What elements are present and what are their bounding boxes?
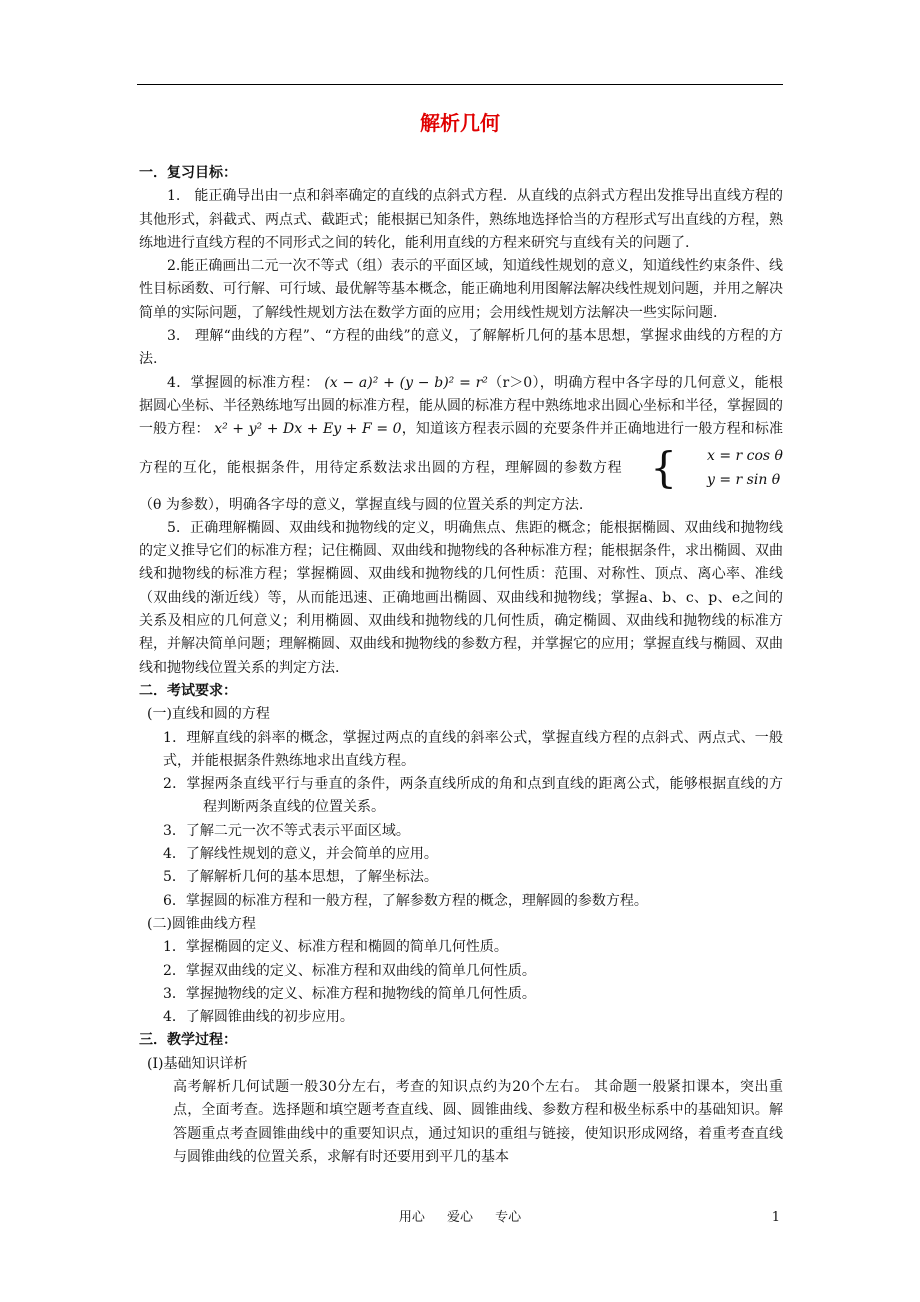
param-equation-x: x = r cos θ (706, 447, 783, 464)
paragraph-goal-4 (139, 372, 783, 517)
section-heading-review-goals: 一．复习目标： (139, 165, 237, 181)
document-body (139, 162, 783, 1169)
circle-general-equation: x² + y² + Dx + Ey + F = 0 (214, 421, 402, 438)
requirement-item: 6．掌握圆的标准方程和一般方程，了解参数方程的概念，理解圆的参数方程。 (163, 892, 648, 909)
requirement-item: 4．了解线性规划的意义，并会简单的应用。 (163, 846, 438, 863)
requirement-item: 2．掌握两条直线平行与垂直的条件，两条直线所成的角和点到直线的距离公式，能够根据直线的方程判断两条直线的位置关系。 (163, 776, 783, 816)
header-rule (137, 84, 783, 85)
goal-4-text-d: （θ 为参数），明确各字母的意义，掌握直线与圆的位置关系的判定方法. (139, 496, 584, 513)
paragraph-goal-1: 1. 能正确导出由一点和斜率确定的直线的点斜式方程．从直线的点斜式方程出发推导出直线方程的其他形式，斜截式、两点式、截距式；能根据已知条件，熟练地选择恰当的方程形式写出直线的方程，熟练地进行直线方程的不同形式之间的转化，能利用直线的方程来研究与直线有关的问题了. (139, 188, 783, 251)
goal-4-text-a: 4．掌握圆的标准方程： (167, 374, 320, 391)
page-title: 解析几何 (420, 111, 500, 135)
requirement-item: 1．掌握椭圆的定义、标准方程和椭圆的简单几何性质。 (163, 939, 508, 956)
circle-parametric-equation (622, 444, 783, 492)
requirement-item: 5．了解解析几何的基本思想，了解坐标法。 (163, 869, 438, 886)
param-equation-y: y = r sin θ (706, 471, 781, 488)
paragraph-goal-3: 3. 理解“曲线的方程”、“方程的曲线”的意义，了解解析几何的基本思想，掌握求曲线的方程的方法. (139, 328, 783, 368)
page-number: 1 (771, 1210, 780, 1225)
subheading-conic-sections: (二)圆锥曲线方程 (147, 915, 256, 932)
section-heading-teaching-process: 三．教学过程： (139, 1032, 237, 1049)
goal-4-text-b: （r＞0），明确方程中各字母的几何意义，能根据圆心坐标、半径熟练地写出圆的标准方程，能从圆的标准方程中熟练地求出圆心坐标和半径，掌握圆的一般方程： (139, 374, 783, 438)
requirement-item: 1．理解直线的斜率的概念，掌握过两点的直线的斜率公式，掌握直线方程的点斜式、两点式、一般式，并能根据条件熟练地求出直线方程。 (163, 729, 783, 769)
requirement-item: 3．掌握抛物线的定义、标准方程和抛物线的简单几何性质。 (163, 985, 536, 1002)
brace-symbol: { (650, 442, 677, 492)
subheading-basic-knowledge: (Ⅰ)基础知识详析 (147, 1055, 248, 1072)
subheading-lines-circles: (一)直线和圆的方程 (147, 706, 270, 723)
circle-standard-equation: (x − a)² + (y − b)² = r² (324, 374, 488, 391)
paragraph-basic-knowledge: 高考解析几何试题一般30分左右，考查的知识点约为20个左右。 其命题一般紧扣课本，突出重点，全面考查。选择题和填空题考查直线、圆、圆锥曲线、参数方程和极坐标系中的基础知识。解答题重点考查圆锥曲线中的重要知识点，通过知识的重组与链接，使知识形成网络，着重考查直线与圆锥曲线的位置关系，求解有时还要用到平几的基本 (173, 1078, 783, 1165)
requirement-item: 2．掌握双曲线的定义、标准方程和双曲线的简单几何性质。 (163, 962, 536, 979)
goal-4-text-c: ，知道该方程表示圆的充要条件并正确地进行一般方程和标准方程的互化，能根据条件，用待定系数法求出圆的方程，理解圆的参数方程 (139, 421, 784, 476)
requirement-item: 3．了解二元一次不等式表示平面区域。 (163, 822, 410, 839)
requirement-item: 4．了解圆锥曲线的初步应用。 (163, 1009, 354, 1026)
paragraph-goal-2: 2.能正确画出二元一次不等式（组）表示的平面区域，知道线性规划的意义，知道线性约束条件、线性目标函数、可行解、可行域、最优解等基本概念，能正确地利用图解法解决线性规划问题，并用之解决简单的实际问题，了解线性规划方法在数学方面的应用；会用线性规划方法解决一些实际问题. (139, 258, 783, 321)
paragraph-goal-5: 5．正确理解椭圆、双曲线和抛物线的定义，明确焦点、焦距的概念；能根据椭圆、双曲线和抛物线的定义推导它们的标准方程；记住椭圆、双曲线和抛物线的各种标准方程；能根据条件，求出椭圆、双曲线和抛物线的标准方程；掌握椭圆、双曲线和抛物线的几何性质：范围、对称性、顶点、离心率、准线（双曲线的渐近线）等，从而能迅速、正确地画出椭圆、双曲线和抛物线；掌握a、b、c、p、e之间的关系及相应的几何意义；利用椭圆、双曲线和抛物线的几何性质，确定椭圆、双曲线和抛物线的标准方程，并解决简单问题；理解椭圆、双曲线和抛物线的参数方程，并掌握它的应用；掌握直线与椭圆、双曲线和抛物线位置关系的判定方法. (139, 519, 783, 676)
footer-motto: 用心 爱心 专心 (398, 1210, 522, 1225)
section-heading-exam-requirements: 二．考试要求： (139, 682, 237, 699)
